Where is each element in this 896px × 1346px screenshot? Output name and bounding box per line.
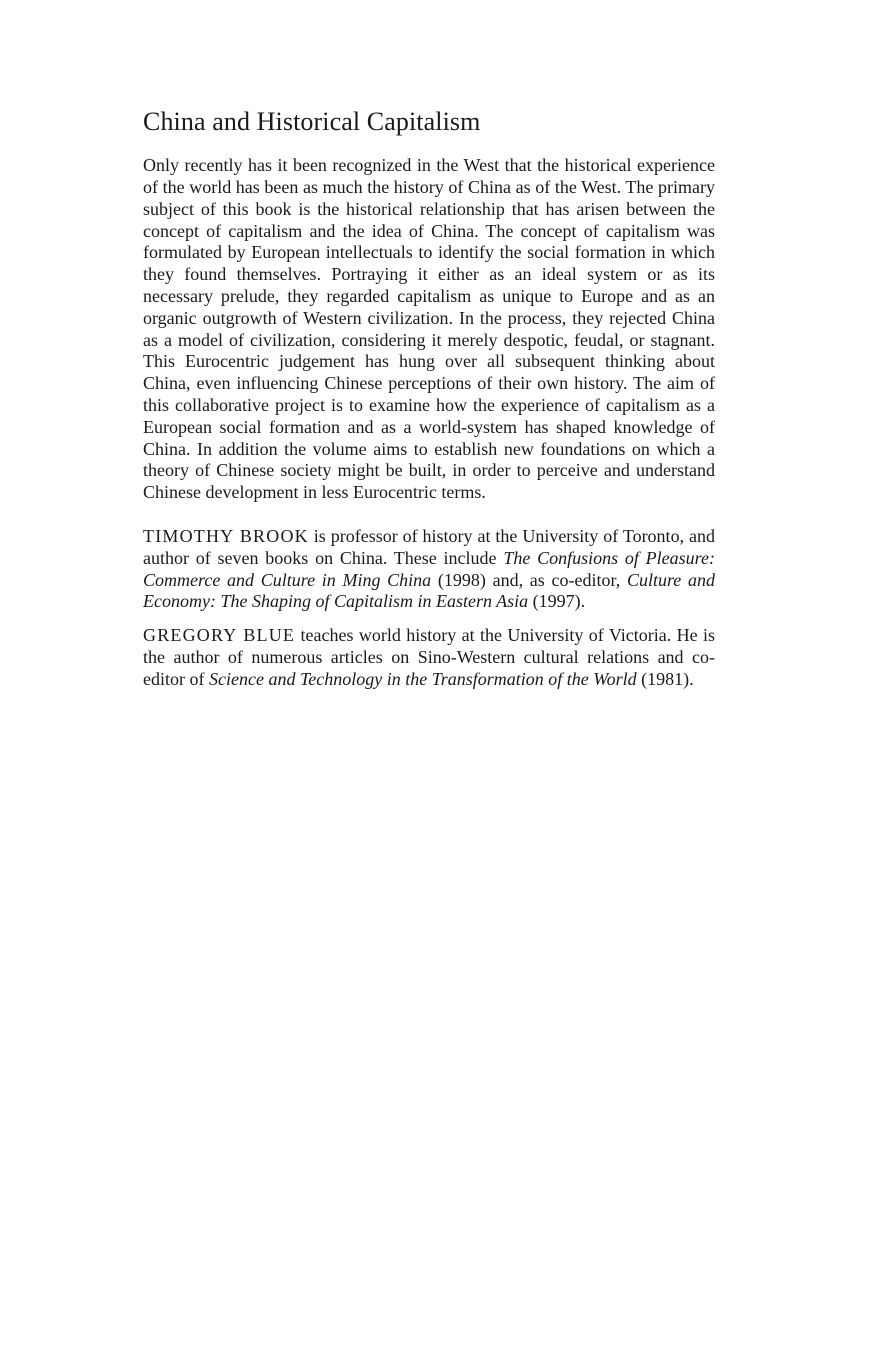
book-title: Culture and Economy: The Shaping of Capitalism in Eastern Asia xyxy=(143,569,715,612)
bio-text: (1997). xyxy=(528,591,586,612)
page-title: China and Historical Capitalism xyxy=(143,107,481,136)
author-name: TIMOTHY BROOK xyxy=(143,525,309,546)
author-name: GREGORY BLUE xyxy=(143,625,296,646)
book-description: Only recently has it been recognized in the West that the historical experience of the world has been as much the history of China as of the West. The primary subject of this book is the historical relationship that has arisen between the concept of capitalism and the idea of China. The concept of capitalism was formulated by European intellectuals to identify the social formation in which they found themselves. Portraying it either as an ideal system or as its necessary prelude, they regarded capitalism as unique to Europe and as an organic outgrowth of Western civilization. In the process, they rejected China as a model of civilization, considering it merely despotic, feudal, or stagnant. This Eurocentric judgement has hung over all subsequent thinking about China, even influencing Chinese perceptions of their own history. The aim of this collaborative project is to examine how the experience of capitalism as a European social formation and as a world-system has shaped knowledge of China. In addition the volume aims to establish new foundations on which a theory of Chinese society might be built, in order to perceive and understand Chinese development in less Eurocentric terms. xyxy=(143,155,715,503)
author-bios xyxy=(143,526,715,691)
bio-text: teaches world history at the University of Victoria. He is the author of numerous articles on Sino-Western cultural relations and co-editor of xyxy=(143,625,715,689)
book-title: Science and Technology in the Transformation of the World xyxy=(208,668,637,689)
page xyxy=(143,106,715,703)
bio-text: (1998) and, as co-editor, xyxy=(431,569,627,590)
author-bio-brook xyxy=(143,526,715,613)
bio-text: is professor of history at the University of Toronto, and author of seven books on China. These include xyxy=(143,525,715,568)
book-title: The Confusions of Pleasure: Commerce and Culture in Ming China xyxy=(143,547,715,590)
author-bio-blue xyxy=(143,625,715,690)
bio-text: (1981). xyxy=(636,668,694,689)
